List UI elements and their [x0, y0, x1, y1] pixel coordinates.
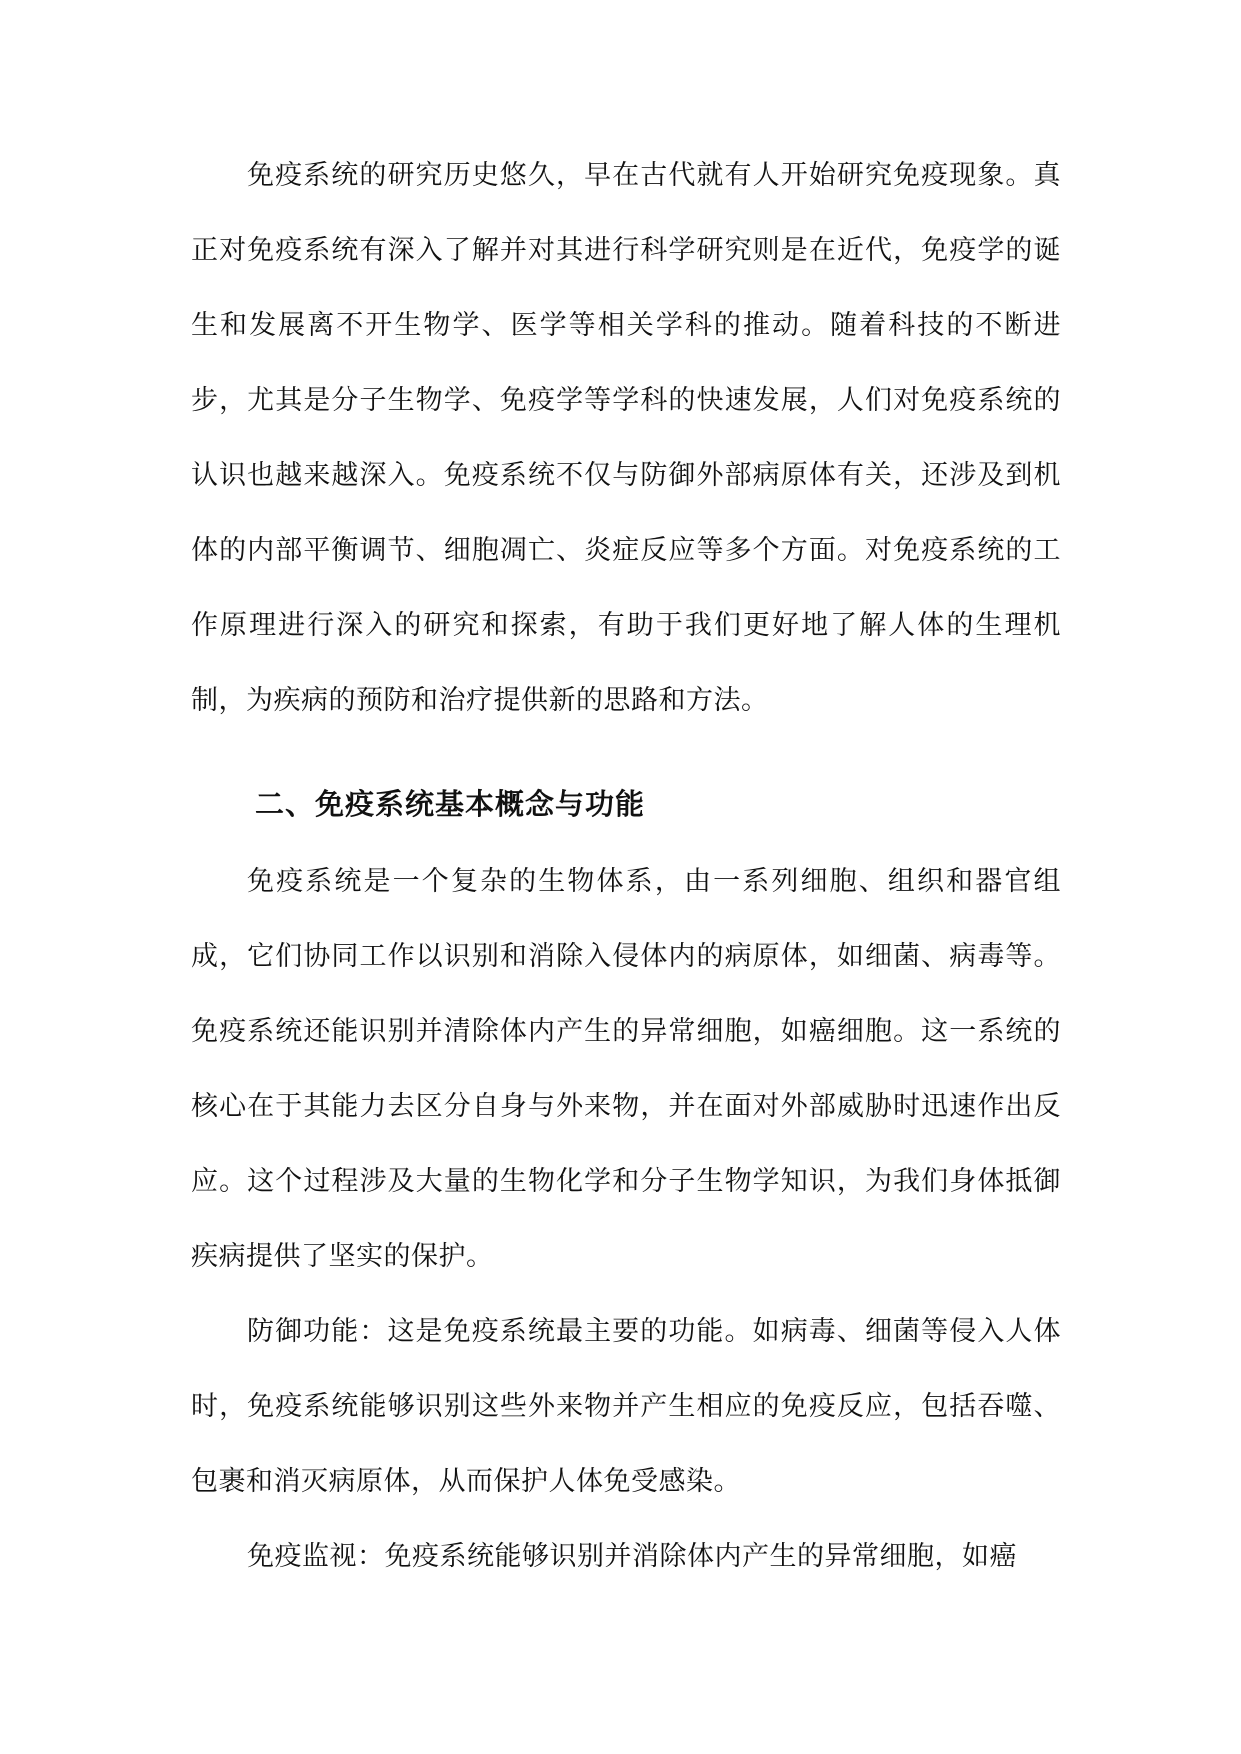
paragraph-immune-definition: 免疫系统是一个复杂的生物体系，由一系列细胞、组织和器官组成，它们协同工作以识别和消除入侵体内的病原体，如细菌、病毒等。免疫系统还能识别并清除体内产生的异常细胞，如癌细胞。这一系统的核心在于其能力去区分自身与外来物，并在面对外部威胁时迅速作出反应。这个过程涉及大量的生物化学和分子生物学知识，为我们身体抵御疾病提供了坚实的保护。 — [191, 866, 1061, 1272]
paragraph-defense-function: 防御功能：这是免疫系统最主要的功能。如病毒、细菌等侵入人体时，免疫系统能够识别这些外来物并产生相应的免疫反应，包括吞噬、包裹和消灭病原体，从而保护人体免受感染。 — [191, 1316, 1061, 1497]
paragraph-immune-surveillance: 免疫监视：免疫系统能够识别并消除体内产生的异常细胞，如癌 — [247, 1541, 1017, 1572]
section-heading-basic-concepts: 二、免疫系统基本概念与功能 — [255, 787, 646, 821]
paragraph-immune-history: 免疫系统的研究历史悠久，早在古代就有人开始研究免疫现象。真正对免疫系统有深入了解并对其进行科学研究则是在近代，免疫学的诞生和发展离不开生物学、医学等相关学科的推动。随着科技的不断进步，尤其是分子生物学、免疫学等学科的快速发展，人们对免疫系统的认识也越来越深入。免疫系统不仅与防御外部病原体有关，还涉及到机体的内部平衡调节、细胞凋亡、炎症反应等多个方面。对免疫系统的工作原理进行深入的研究和探索，有助于我们更好地了解人体的生理机制，为疾病的预防和治疗提供新的思路和方法。 — [191, 160, 1061, 716]
document-body — [191, 138, 1061, 1594]
